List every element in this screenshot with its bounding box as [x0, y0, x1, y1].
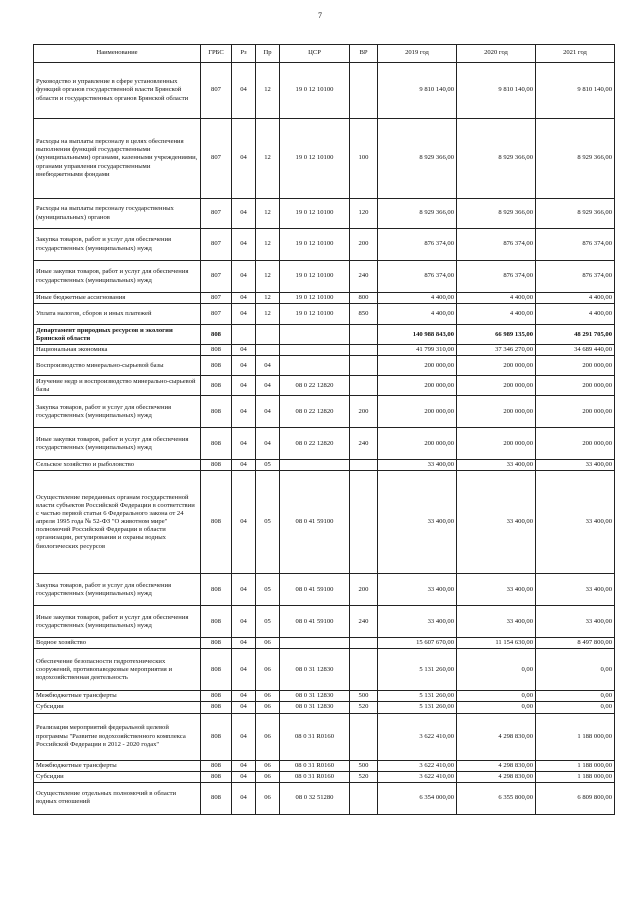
table-row	[34, 304, 615, 325]
cell-y2021: 1 188 000,00	[536, 713, 615, 760]
cell-name: Сельское хозяйство и рыболовство	[34, 460, 201, 471]
cell-pr: 12	[256, 293, 280, 304]
table-row	[34, 325, 615, 345]
cell-csr: 19 0 12 10100	[280, 199, 350, 229]
cell-name: Уплата налогов, сборов и иных платежей	[34, 304, 201, 325]
cell-name: Осуществление переданных органам государственной власти субъектов Российской Федерации в соответствии с частью первой статьи 6 Федерального закона от 24 апреля 1995 года № 52-ФЗ "О животном мире" полномочий Российской Федерации в области организации, регулирования и охраны водных биологических ресурсов	[34, 471, 201, 574]
cell-csr: 08 0 31 R0160	[280, 713, 350, 760]
cell-vr	[350, 325, 378, 345]
cell-y2021: 200 000,00	[536, 396, 615, 428]
cell-name: Межбюджетные трансферты	[34, 691, 201, 702]
cell-vr	[350, 638, 378, 649]
cell-pr: 05	[256, 460, 280, 471]
cell-y2020: 200 000,00	[457, 356, 536, 376]
cell-grbs: 808	[201, 782, 232, 814]
table-row	[34, 428, 615, 460]
cell-csr: 08 0 32 51280	[280, 782, 350, 814]
cell-csr: 08 0 31 12830	[280, 691, 350, 702]
cell-vr	[350, 345, 378, 356]
cell-y2021: 0,00	[536, 702, 615, 713]
cell-pr: 06	[256, 649, 280, 691]
cell-y2020: 4 298 830,00	[457, 771, 536, 782]
cell-rz: 04	[232, 63, 256, 119]
cell-y2020: 0,00	[457, 702, 536, 713]
cell-rz: 04	[232, 428, 256, 460]
cell-csr: 19 0 12 10100	[280, 304, 350, 325]
table-row	[34, 771, 615, 782]
cell-y2020: 6 355 800,00	[457, 782, 536, 814]
cell-pr: 06	[256, 760, 280, 771]
cell-pr: 12	[256, 199, 280, 229]
cell-y2020: 33 400,00	[457, 574, 536, 606]
cell-name: Воспроизводство минерально-сырьевой базы	[34, 356, 201, 376]
table-row	[34, 119, 615, 199]
cell-y2020: 4 298 830,00	[457, 760, 536, 771]
cell-pr: 06	[256, 702, 280, 713]
cell-y2020: 876 374,00	[457, 229, 536, 261]
cell-name: Субсидии	[34, 702, 201, 713]
cell-y2021: 8 929 366,00	[536, 199, 615, 229]
cell-vr	[350, 460, 378, 471]
cell-y2019: 3 622 410,00	[378, 771, 457, 782]
header-vr: ВР	[350, 45, 378, 63]
cell-rz: 04	[232, 229, 256, 261]
cell-y2021: 4 400,00	[536, 293, 615, 304]
table-row	[34, 574, 615, 606]
table-row	[34, 460, 615, 471]
cell-rz: 04	[232, 376, 256, 396]
cell-vr: 520	[350, 771, 378, 782]
cell-name: Руководство и управление в сфере установленных функций органов государственной власти Брянской области и государственных органов Брянской области	[34, 63, 201, 119]
cell-name: Расходы на выплаты персоналу государственных (муниципальных) органов	[34, 199, 201, 229]
cell-y2019: 8 929 366,00	[378, 199, 457, 229]
cell-csr: 08 0 22 12820	[280, 376, 350, 396]
cell-grbs: 808	[201, 325, 232, 345]
cell-y2021: 4 400,00	[536, 304, 615, 325]
table-row	[34, 376, 615, 396]
cell-rz: 04	[232, 345, 256, 356]
cell-y2019: 4 400,00	[378, 304, 457, 325]
cell-grbs: 808	[201, 376, 232, 396]
cell-y2020: 33 400,00	[457, 460, 536, 471]
cell-rz: 04	[232, 606, 256, 638]
cell-name: Реализация мероприятий федеральной целевой программы "Развитие водохозяйственного комплекса Российской Федерации в 2012 - 2020 годах"	[34, 713, 201, 760]
cell-csr: 08 0 31 12830	[280, 702, 350, 713]
cell-vr	[350, 376, 378, 396]
cell-vr	[350, 782, 378, 814]
cell-vr: 500	[350, 691, 378, 702]
cell-name: Департамент природных ресурсов и экологии Брянской области	[34, 325, 201, 345]
cell-grbs: 807	[201, 304, 232, 325]
table-row	[34, 471, 615, 574]
cell-vr	[350, 713, 378, 760]
cell-pr: 04	[256, 356, 280, 376]
cell-pr: 06	[256, 713, 280, 760]
cell-y2019: 9 810 140,00	[378, 63, 457, 119]
cell-vr: 240	[350, 261, 378, 293]
cell-y2019: 200 000,00	[378, 356, 457, 376]
cell-y2021: 33 400,00	[536, 460, 615, 471]
cell-y2020: 37 346 270,00	[457, 345, 536, 356]
cell-csr: 19 0 12 10100	[280, 293, 350, 304]
cell-y2020: 200 000,00	[457, 396, 536, 428]
cell-grbs: 808	[201, 574, 232, 606]
cell-grbs: 808	[201, 471, 232, 574]
cell-y2020: 66 989 135,00	[457, 325, 536, 345]
cell-csr: 19 0 12 10100	[280, 63, 350, 119]
cell-y2020: 0,00	[457, 649, 536, 691]
cell-csr: 08 0 31 R0160	[280, 771, 350, 782]
header-rz: Рз	[232, 45, 256, 63]
cell-y2020: 4 400,00	[457, 293, 536, 304]
table-row	[34, 63, 615, 119]
cell-y2021: 876 374,00	[536, 261, 615, 293]
header-2019: 2019 год	[378, 45, 457, 63]
cell-vr: 240	[350, 606, 378, 638]
cell-y2019: 5 131 260,00	[378, 702, 457, 713]
cell-y2019: 15 607 670,00	[378, 638, 457, 649]
table-row	[34, 293, 615, 304]
cell-y2019: 140 988 843,00	[378, 325, 457, 345]
cell-vr	[350, 356, 378, 376]
cell-rz: 04	[232, 471, 256, 574]
cell-name: Осуществление отдельных полномочий в области водных отношений	[34, 782, 201, 814]
cell-y2019: 200 000,00	[378, 396, 457, 428]
cell-name: Национальная экономика	[34, 345, 201, 356]
cell-y2019: 3 622 410,00	[378, 760, 457, 771]
header-grbs: ГРБС	[201, 45, 232, 63]
cell-rz: 04	[232, 293, 256, 304]
cell-y2020: 4 298 830,00	[457, 713, 536, 760]
header-2020: 2020 год	[457, 45, 536, 63]
cell-y2020: 8 929 366,00	[457, 199, 536, 229]
cell-csr	[280, 638, 350, 649]
cell-csr: 08 0 22 12820	[280, 428, 350, 460]
cell-rz: 04	[232, 396, 256, 428]
cell-grbs: 807	[201, 229, 232, 261]
cell-grbs: 808	[201, 428, 232, 460]
cell-rz: 04	[232, 782, 256, 814]
cell-y2019: 5 131 260,00	[378, 691, 457, 702]
cell-pr: 04	[256, 428, 280, 460]
cell-y2021: 33 400,00	[536, 606, 615, 638]
cell-pr: 12	[256, 119, 280, 199]
cell-vr	[350, 649, 378, 691]
cell-y2021: 34 689 440,00	[536, 345, 615, 356]
cell-rz: 04	[232, 261, 256, 293]
table-row	[34, 760, 615, 771]
cell-name: Межбюджетные трансферты	[34, 760, 201, 771]
cell-y2019: 41 799 310,00	[378, 345, 457, 356]
cell-vr: 850	[350, 304, 378, 325]
cell-pr: 05	[256, 574, 280, 606]
cell-pr	[256, 345, 280, 356]
cell-csr	[280, 345, 350, 356]
table-body	[34, 63, 615, 815]
cell-vr: 800	[350, 293, 378, 304]
cell-y2021: 48 291 705,00	[536, 325, 615, 345]
cell-grbs: 808	[201, 396, 232, 428]
cell-csr: 19 0 12 10100	[280, 119, 350, 199]
cell-pr	[256, 325, 280, 345]
cell-grbs: 808	[201, 460, 232, 471]
cell-y2019: 33 400,00	[378, 460, 457, 471]
header-2021: 2021 год	[536, 45, 615, 63]
cell-y2021: 876 374,00	[536, 229, 615, 261]
cell-y2019: 33 400,00	[378, 606, 457, 638]
cell-rz	[232, 325, 256, 345]
cell-y2019: 876 374,00	[378, 229, 457, 261]
budget-table	[33, 44, 615, 815]
cell-y2019: 5 131 260,00	[378, 649, 457, 691]
cell-vr: 200	[350, 229, 378, 261]
cell-vr	[350, 471, 378, 574]
cell-y2019: 6 354 000,00	[378, 782, 457, 814]
cell-rz: 04	[232, 119, 256, 199]
cell-y2021: 9 810 140,00	[536, 63, 615, 119]
cell-pr: 12	[256, 63, 280, 119]
table-row	[34, 606, 615, 638]
cell-name: Иные закупки товаров, работ и услуг для обеспечения государственных (муниципальных) нужд	[34, 428, 201, 460]
cell-pr: 06	[256, 638, 280, 649]
cell-name: Закупка товаров, работ и услуг для обеспечения государственных (муниципальных) нужд	[34, 396, 201, 428]
cell-name: Изучение недр и воспроизводство минерально-сырьевой базы	[34, 376, 201, 396]
cell-name: Иные бюджетные ассигнования	[34, 293, 201, 304]
cell-vr: 200	[350, 396, 378, 428]
cell-pr: 05	[256, 606, 280, 638]
cell-y2020: 33 400,00	[457, 606, 536, 638]
cell-pr: 12	[256, 229, 280, 261]
cell-name: Обеспечение безопасности гидротехнических сооружений, противопаводковые мероприятия и водохозяйственная деятельность	[34, 649, 201, 691]
table-row	[34, 691, 615, 702]
cell-csr: 08 0 41 59100	[280, 471, 350, 574]
cell-y2021: 33 400,00	[536, 471, 615, 574]
cell-pr: 05	[256, 471, 280, 574]
table-row	[34, 782, 615, 814]
cell-name: Иные закупки товаров, работ и услуг для обеспечения государственных (муниципальных) нужд	[34, 606, 201, 638]
table-row	[34, 649, 615, 691]
cell-vr: 500	[350, 760, 378, 771]
cell-y2021: 6 809 800,00	[536, 782, 615, 814]
cell-y2019: 200 000,00	[378, 428, 457, 460]
cell-y2019: 33 400,00	[378, 471, 457, 574]
cell-csr: 08 0 31 R0160	[280, 760, 350, 771]
cell-pr: 06	[256, 691, 280, 702]
cell-grbs: 807	[201, 199, 232, 229]
cell-y2021: 1 188 000,00	[536, 771, 615, 782]
header-pr: Пр	[256, 45, 280, 63]
cell-rz: 04	[232, 574, 256, 606]
cell-grbs: 807	[201, 63, 232, 119]
cell-rz: 04	[232, 638, 256, 649]
cell-vr: 100	[350, 119, 378, 199]
cell-y2019: 876 374,00	[378, 261, 457, 293]
cell-grbs: 808	[201, 691, 232, 702]
cell-grbs: 807	[201, 261, 232, 293]
cell-csr: 08 0 41 59100	[280, 606, 350, 638]
cell-grbs: 808	[201, 606, 232, 638]
cell-name: Расходы на выплаты персоналу в целях обеспечения выполнения функций государственными (муниципальными) органами, казенными учреждениями, органами управления государственными внебюджетными фондами	[34, 119, 201, 199]
cell-grbs: 808	[201, 760, 232, 771]
header-name: Наименование	[34, 45, 201, 63]
cell-grbs: 808	[201, 638, 232, 649]
cell-rz: 04	[232, 199, 256, 229]
cell-y2021: 200 000,00	[536, 376, 615, 396]
cell-name: Субсидии	[34, 771, 201, 782]
cell-y2020: 11 154 630,00	[457, 638, 536, 649]
cell-y2019: 200 000,00	[378, 376, 457, 396]
table-header-row	[34, 45, 615, 63]
cell-y2021: 33 400,00	[536, 574, 615, 606]
cell-rz: 04	[232, 691, 256, 702]
cell-vr: 520	[350, 702, 378, 713]
cell-rz: 04	[232, 649, 256, 691]
table-row	[34, 229, 615, 261]
cell-y2020: 33 400,00	[457, 471, 536, 574]
cell-y2019: 8 929 366,00	[378, 119, 457, 199]
cell-pr: 06	[256, 782, 280, 814]
cell-csr: 19 0 12 10100	[280, 229, 350, 261]
cell-pr: 06	[256, 771, 280, 782]
cell-y2020: 876 374,00	[457, 261, 536, 293]
table-row	[34, 702, 615, 713]
cell-rz: 04	[232, 702, 256, 713]
cell-y2020: 8 929 366,00	[457, 119, 536, 199]
table-row	[34, 199, 615, 229]
header-csr: ЦСР	[280, 45, 350, 63]
cell-grbs: 808	[201, 713, 232, 760]
table-row	[34, 261, 615, 293]
cell-y2020: 9 810 140,00	[457, 63, 536, 119]
cell-csr: 19 0 12 10100	[280, 261, 350, 293]
cell-rz: 04	[232, 760, 256, 771]
cell-vr: 120	[350, 199, 378, 229]
cell-y2020: 200 000,00	[457, 376, 536, 396]
cell-csr: 08 0 22 12820	[280, 396, 350, 428]
cell-rz: 04	[232, 356, 256, 376]
cell-y2021: 200 000,00	[536, 356, 615, 376]
cell-y2020: 200 000,00	[457, 428, 536, 460]
cell-grbs: 808	[201, 356, 232, 376]
cell-y2020: 4 400,00	[457, 304, 536, 325]
cell-csr	[280, 460, 350, 471]
table-row	[34, 396, 615, 428]
cell-y2021: 8 497 800,00	[536, 638, 615, 649]
cell-vr: 240	[350, 428, 378, 460]
cell-grbs: 808	[201, 771, 232, 782]
cell-y2021: 0,00	[536, 649, 615, 691]
cell-y2021: 8 929 366,00	[536, 119, 615, 199]
cell-grbs: 808	[201, 345, 232, 356]
cell-csr	[280, 325, 350, 345]
cell-rz: 04	[232, 460, 256, 471]
cell-y2020: 0,00	[457, 691, 536, 702]
cell-name: Водное хозяйство	[34, 638, 201, 649]
table-row	[34, 345, 615, 356]
cell-name: Иные закупки товаров, работ и услуг для обеспечения государственных (муниципальных) нужд	[34, 261, 201, 293]
cell-name: Закупка товаров, работ и услуг для обеспечения государственных (муниципальных) нужд	[34, 229, 201, 261]
cell-pr: 12	[256, 261, 280, 293]
cell-pr: 04	[256, 376, 280, 396]
cell-pr: 12	[256, 304, 280, 325]
table-row	[34, 356, 615, 376]
cell-name: Закупка товаров, работ и услуг для обеспечения государственных (муниципальных) нужд	[34, 574, 201, 606]
cell-csr: 08 0 41 59100	[280, 574, 350, 606]
cell-csr	[280, 356, 350, 376]
table-row	[34, 638, 615, 649]
cell-y2019: 3 622 410,00	[378, 713, 457, 760]
cell-y2021: 0,00	[536, 691, 615, 702]
cell-y2019: 4 400,00	[378, 293, 457, 304]
cell-grbs: 808	[201, 649, 232, 691]
cell-grbs: 808	[201, 702, 232, 713]
cell-grbs: 807	[201, 293, 232, 304]
cell-rz: 04	[232, 713, 256, 760]
cell-rz: 04	[232, 304, 256, 325]
cell-vr: 200	[350, 574, 378, 606]
cell-grbs: 807	[201, 119, 232, 199]
table-row	[34, 713, 615, 760]
cell-csr: 08 0 31 12830	[280, 649, 350, 691]
cell-pr: 04	[256, 396, 280, 428]
cell-vr	[350, 63, 378, 119]
cell-y2021: 200 000,00	[536, 428, 615, 460]
page-number: 7	[318, 11, 322, 20]
cell-y2021: 1 188 000,00	[536, 760, 615, 771]
cell-y2019: 33 400,00	[378, 574, 457, 606]
cell-rz: 04	[232, 771, 256, 782]
